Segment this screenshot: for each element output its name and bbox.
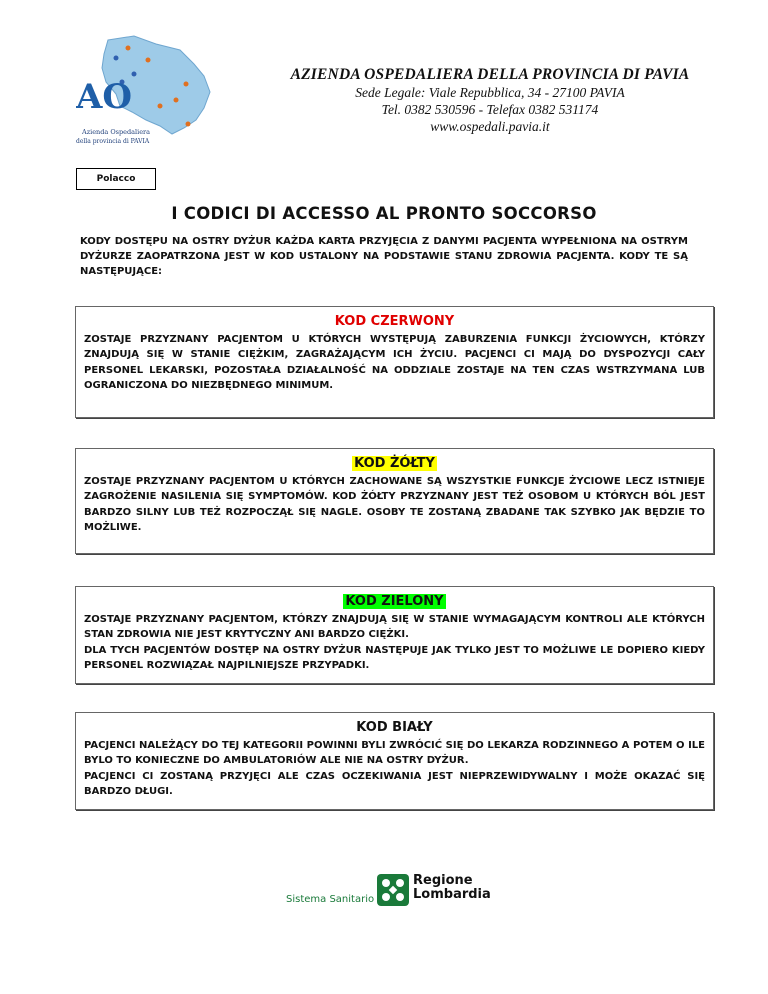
green-code-text-1: ZOSTAJE PRZYZNANY PACJENTOM, KTÓRZY ZNAJDUJĄ SIĘ W STANIE WYMAGAJĄCYM KONTROLI ALE KTÓRYCH STAN ZDROWIA NIE JEST KRYTYCZNY ANI BARDZO CIĘŻKI. [84, 614, 705, 641]
green-code-text-2: DLA TYCH PACJENTÓW DOSTĘP NA OSTRY DYŻUR NASTĘPUJE JAK TYLKO JEST TO MOŻLIWE LE DOPIERO KIEDY PERSONEL ROZWIĄZAŁ NAJPILNIEJSZE PRZYPADKI. [84, 644, 705, 672]
page-title: I CODICI DI ACCESSO AL PRONTO SOCCORSO [171, 204, 597, 223]
green-code-box [75, 586, 714, 684]
address-line: Sede Legale: Viale Repubblica, 34 - 27100 PAVIA [355, 85, 625, 100]
phone-line: Tel. 0382 530596 - Telefax 0382 531174 [381, 102, 599, 117]
organization-title: AZIENDA OSPEDALIERA DELLA PROVINCIA DI PAVIA [290, 66, 690, 83]
regione-lombardia-text [413, 874, 491, 902]
yellow-code-box [75, 448, 714, 554]
green-code-label: KOD ZIELONY [345, 594, 444, 609]
white-code-title [76, 719, 713, 736]
red-code-label: KOD CZERWONY [334, 314, 455, 329]
intro-paragraph: KODY DOSTĘPU NA OSTRY DYŻUR KAŻDA KARTA PRZYJĘCIA Z DANYMI PACJENTA WYPEŁNIONA NA OSTRYM DYŻURZE ZAOPATRZONA JEST W KOD USTALONY NA PODSTAWIE STANU ZDROWIA PACJENTA. KODY TE SĄ NASTĘPUJĄCE: [80, 236, 688, 277]
yellow-code-title [76, 455, 713, 472]
regione-label: Regione [413, 873, 473, 888]
white-code-label: KOD BIAŁY [356, 720, 433, 735]
green-code-title [76, 593, 713, 610]
white-code-box [75, 712, 714, 810]
logo-caption-2: della provincia di PAVIA [76, 138, 150, 145]
letterhead [230, 66, 750, 135]
website-line: www.ospedali.pavia.it [430, 119, 550, 134]
white-code-text-1: PACJENCI NALEŻĄCY DO TEJ KATEGORII POWINNI BYLI ZWRÓCIĆ SIĘ DO LEKARZA RODZINNEGO A POTEM O ILE BYLO TO KONIECZNE DO AMBULATORIÓW ALE NIE NA OSTRY DYŻUR. [84, 740, 705, 767]
lombardia-label: Lombardia [413, 887, 491, 902]
white-code-text-2: PACJENCI CI ZOSTANĄ PRZYJĘCI ALE CZAS OCZEKIWANIA JEST NIEPRZEWIDYWALNY I MOŻE OKAZAĆ SIĘ BARDZO DŁUGI. [84, 770, 705, 798]
red-code-text: ZOSTAJE PRZYZNANY PACJENTOM U KTÓRYCH WYSTĘPUJĄ ZABURZENIA FUNKCJI ŻYCIOWYCH, KTÓRZY ZNAJDUJĄ SIĘ W STANIE CIĘŻKIM, ZAGRAŻAJĄCYM ICH ŻYCIU. PACJENCI CI MAJĄ DO DYSPOZYCJI CAŁY PERSONEL LEKARSKI, POZOSTAŁA DZIAŁALNOŚĆ NA ODDZIALE ZOSTAJE NA TEN CZAS WSTRZYMANA LUB OGRANICZONA DO NIEZBĘDNEGO MINIMUM. [84, 334, 705, 392]
yellow-code-text: ZOSTAJE PRZYZNANY PACJENTOM U KTÓRYCH ZACHOWANE SĄ WSZYSTKIE FUNKCJE ŻYCIOWE LECZ ISTNIEJE ZAGROŻENIE NASILENIA SIĘ SYMPTOMÓW. KOD ŻÓŁTY PRZYZNANY JEST TEŻ OSOBOM U KTÓRYCH BÓL JEST BARDZO SILNY LUB TEŻ ROZPOCZĄŁ SIĘ NAGLE. OSOBY TE ZOSTANĄ ZBADANE TAK SZYBKO JAK BĘDZIE TO MOŻLIWE. [84, 476, 705, 534]
regione-lombardia-icon [377, 874, 409, 906]
red-code-box [75, 306, 714, 418]
red-code-title [76, 313, 713, 330]
sistema-sanitario-label: Sistema Sanitario [286, 894, 375, 905]
yellow-code-label: KOD ŻÓŁTY [354, 456, 435, 471]
province-map-logo [76, 34, 224, 150]
language-label: Polacco [76, 168, 156, 190]
logo-caption-1: Azienda Ospedaliera [82, 128, 151, 136]
logo-initials: AO [76, 77, 132, 117]
